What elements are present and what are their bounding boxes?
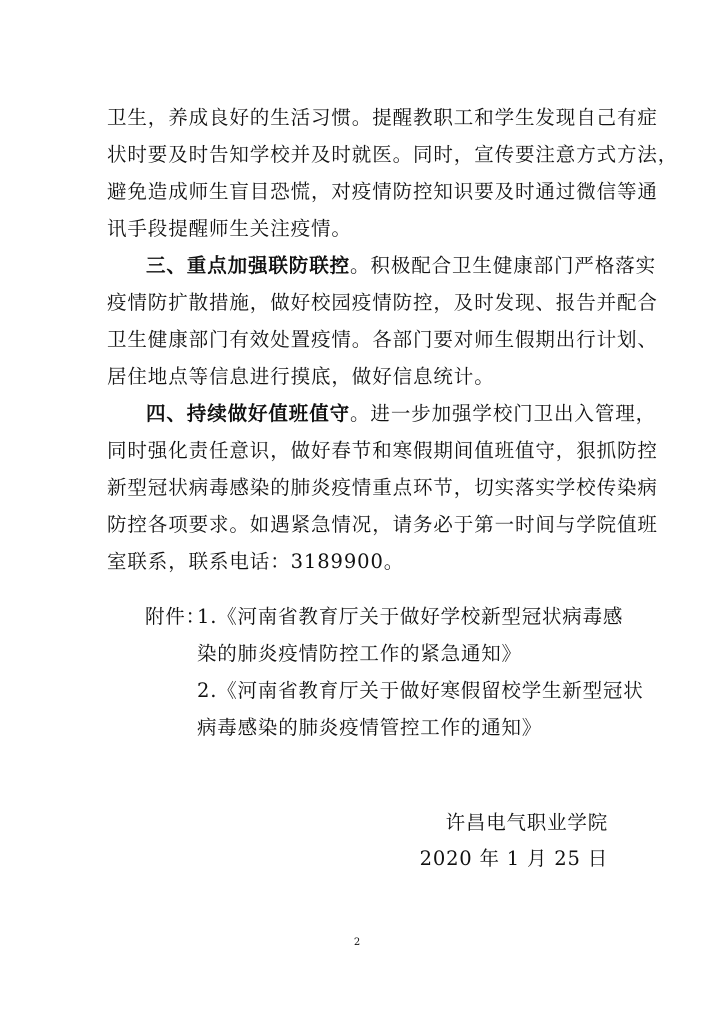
attachments-list xyxy=(145,598,644,746)
text-line: 卫生，养成良好的生活习惯。提醒教职工和学生发现自己有症 xyxy=(107,106,658,129)
text-line: 卫生健康部门有效处置疫情。各部门要对师生假期出行计划、 xyxy=(107,328,658,351)
text-line: 疫情防扩散措施，做好校园疫情防控，及时发现、报告并配合 xyxy=(107,291,658,314)
attachments-label: 附件： xyxy=(145,605,206,628)
text-line: 室联系，联系电话：3189900。 xyxy=(107,550,405,573)
attachment-row xyxy=(145,672,644,709)
text-line xyxy=(107,247,657,284)
text-line: 防控各项要求。如遇紧急情况，请务必于第一时间与学院值班 xyxy=(107,513,658,536)
text-line: 新型冠状病毒感染的肺炎疫情重点环节，切实落实学校传染病 xyxy=(107,476,658,499)
paragraph-duty-watch xyxy=(107,395,658,580)
text-line: 状时要及时告知学校并及时就医。同时，宣传要注意方式方法， xyxy=(107,143,679,166)
attachment-row xyxy=(145,635,625,672)
text-line: 居住地点等信息进行摸底，做好信息统计。 xyxy=(107,365,495,388)
text-line xyxy=(107,395,657,432)
text-line: 避免造成师生盲目恐慌，对疫情防控知识要及时通过微信等通 xyxy=(107,180,658,203)
issue-date: 2020 年 1 月 25 日 xyxy=(419,847,608,870)
issuing-organization: 许昌电气职业学院 xyxy=(445,811,608,834)
attachment-item: 病毒感染的肺炎疫情管控工作的通知》 xyxy=(197,716,543,739)
attachment-row xyxy=(145,709,625,746)
page-number: 2 xyxy=(353,937,361,948)
text-run: 。进一步加强学校门卫出入管理， xyxy=(350,402,657,425)
text-line: 同时强化责任意识，做好春节和寒假期间值班值守，狠抓防控 xyxy=(107,439,658,462)
section-heading: 四、持续做好值班值守 xyxy=(146,402,351,425)
attachment-item: 染的肺炎疫情防控工作的紧急通知》 xyxy=(197,642,522,665)
text-line: 讯手段提醒师生关注疫情。 xyxy=(107,217,352,240)
section-heading: 三、重点加强联防联控 xyxy=(146,254,351,277)
paragraph-hygiene xyxy=(107,99,679,247)
attachment-item: 2.《河南省教育厅关于做好寒假留校学生新型冠状 xyxy=(197,679,644,702)
paragraph-joint-prevention xyxy=(107,247,658,395)
attachment-item: 1.《河南省教育厅关于做好学校新型冠状病毒感 xyxy=(197,605,624,628)
text-run: 。积极配合卫生健康部门严格落实 xyxy=(350,254,657,277)
attachment-row xyxy=(145,598,625,635)
